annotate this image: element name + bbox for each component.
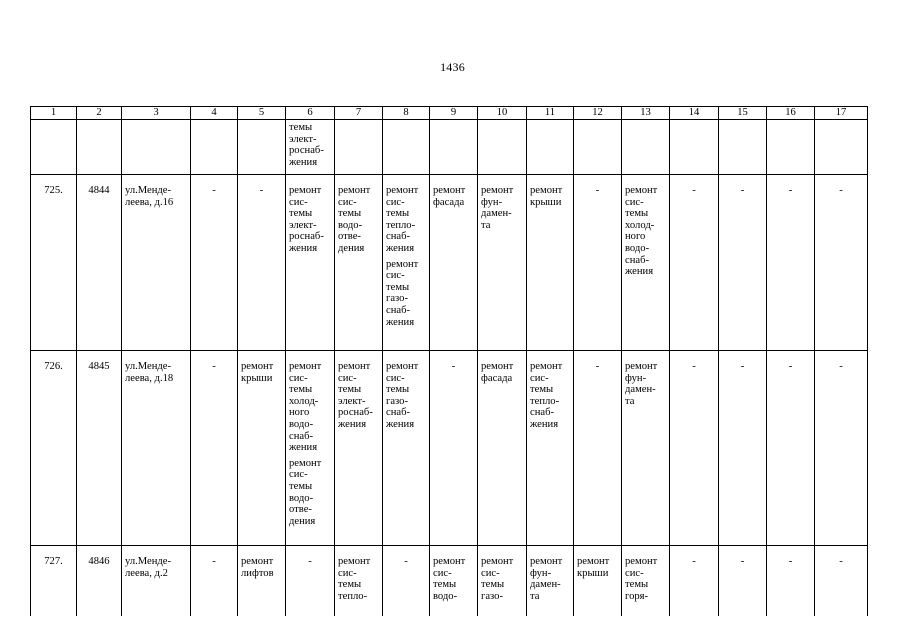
cell-line: холод- [289, 395, 319, 407]
cell-line: лифтов [241, 567, 274, 579]
cell-line: ремонт [289, 185, 322, 196]
cell-line: отве- [289, 504, 312, 516]
cell-line: жения [386, 242, 415, 254]
cell-line: дамен- [530, 579, 561, 591]
cell-line: темы [289, 122, 313, 133]
cell-line: фасада [481, 372, 513, 384]
cell-line: ремонт [625, 556, 658, 567]
work-cell: - [670, 546, 719, 617]
column-number: 6 [286, 107, 335, 120]
cell-line: водо- [433, 590, 458, 602]
cell-line: ремонт [386, 258, 419, 270]
cell-line: снаб- [386, 231, 410, 243]
work-cell: - [767, 351, 815, 546]
work-cell: - [574, 175, 622, 351]
work-cell: - [191, 175, 238, 351]
cell-line: сис- [386, 196, 405, 208]
cell-line: ремонт [530, 361, 563, 372]
cell-line: ремонт [289, 457, 322, 469]
table-row [31, 175, 868, 351]
cell-line: темы [338, 579, 362, 591]
column-number: 3 [122, 107, 191, 120]
cell-line: темы [289, 384, 313, 396]
cell-line: крыши [577, 567, 609, 579]
work-cell: - [670, 351, 719, 546]
repair-schedule-table [30, 106, 868, 616]
cell-line: ремонт [241, 361, 274, 372]
work-cell [478, 175, 527, 351]
cell-line: ремонт [481, 556, 514, 567]
work-cell: - [767, 546, 815, 617]
column-number: 10 [478, 107, 527, 120]
cell-line: крыши [530, 196, 562, 208]
work-cell: - [191, 351, 238, 546]
cell-line: фун- [625, 372, 647, 384]
cell-line: ремонт [338, 556, 371, 567]
cell-line: жения [289, 156, 318, 168]
cell-line: ремонт [289, 361, 322, 372]
cell-line: ремонт [386, 185, 419, 196]
cell-line: снаб- [386, 407, 410, 419]
work-cell: - [719, 351, 767, 546]
row-number: 725. [31, 175, 77, 351]
page-number: 1436 [440, 60, 465, 74]
cell-line: та [625, 395, 635, 407]
cell-line: ремонт [481, 361, 514, 372]
cell-line: элект- [338, 395, 366, 407]
row-number: 727. [31, 546, 77, 617]
cell-line: крыши [241, 372, 273, 384]
work-cell [527, 351, 574, 546]
cell-line: ремонт [625, 361, 658, 372]
object-code: 4845 [77, 351, 122, 546]
cell-line: водо- [338, 219, 363, 231]
work-cell [574, 546, 622, 617]
work-cell [430, 175, 478, 351]
cell-line: темы [386, 281, 410, 293]
cell-line: темы [625, 208, 649, 220]
row-number: 726. [31, 351, 77, 546]
cell-line: холод- [625, 219, 655, 231]
cell-line: ул.Менде- [125, 361, 172, 372]
cell-line: сис- [338, 196, 357, 208]
work-cell: - [719, 175, 767, 351]
column-number: 9 [430, 107, 478, 120]
cell-line: тепло- [338, 590, 368, 602]
cell-line: жения [625, 266, 654, 278]
cell-line: снаб- [625, 254, 649, 266]
cell-line: газо- [386, 293, 408, 305]
cell-line: снаб- [530, 407, 554, 419]
column-number: 7 [335, 107, 383, 120]
cell-line: роснаб- [289, 231, 324, 243]
column-number: 4 [191, 107, 238, 120]
work-cell: - [815, 546, 868, 617]
cell-line: ремонт [338, 361, 371, 372]
cell-line: сис- [481, 567, 500, 579]
address [122, 351, 191, 546]
cell-line: темы [338, 384, 362, 396]
cell-line: водо- [289, 418, 314, 430]
cell-line: ремонт [481, 185, 514, 196]
cell-line: ремонт [625, 185, 658, 196]
cell-line: тепло- [530, 395, 560, 407]
cell-line: темы [386, 384, 410, 396]
cell-line: ного [625, 231, 646, 243]
work-cell [335, 351, 383, 546]
cell-line: та [481, 219, 491, 231]
cell-line: сис- [338, 567, 357, 579]
column-number-row [31, 107, 868, 120]
column-number: 17 [815, 107, 868, 120]
cell-line: сис- [289, 372, 308, 384]
cell-line: леева, д.18 [125, 372, 174, 384]
cell-line: ремонт [433, 556, 466, 567]
cell-line: сис- [289, 196, 308, 208]
work-cell [286, 351, 335, 546]
work-cell: - [574, 351, 622, 546]
work-cell [622, 351, 670, 546]
work-cell [527, 175, 574, 351]
object-code: 4844 [77, 175, 122, 351]
cell-line: темы [433, 579, 457, 591]
column-number: 8 [383, 107, 430, 120]
work-cell: - [430, 351, 478, 546]
cell-line: ремонт [241, 556, 274, 567]
column-number: 1 [31, 107, 77, 120]
cell-line: темы [338, 208, 362, 220]
work-cell: - [238, 175, 286, 351]
work-entry [289, 361, 333, 454]
cell-line: ремонт [433, 185, 466, 196]
address [122, 175, 191, 351]
cell-line: жения [338, 418, 367, 430]
cell-line: тепло- [386, 219, 416, 231]
work-cell: - [286, 546, 335, 617]
cell-line: фасада [433, 196, 465, 208]
work-cell [238, 546, 286, 617]
work-cell [478, 546, 527, 617]
cell-line: ремонт [338, 185, 371, 196]
work-cell [335, 175, 383, 351]
cell-line: жения [386, 316, 415, 328]
cell-line: та [530, 590, 540, 602]
column-number: 12 [574, 107, 622, 120]
work-cell: - [815, 175, 868, 351]
work-cell [622, 175, 670, 351]
cell-line: элект- [289, 133, 317, 145]
column-number: 15 [719, 107, 767, 120]
cell-line: дамен- [481, 208, 512, 220]
cell-line: сис- [338, 372, 357, 384]
cell-line: газо- [481, 590, 503, 602]
cell-line: газо- [386, 395, 408, 407]
column-number: 16 [767, 107, 815, 120]
table-row [31, 351, 868, 546]
cell-line: жения [289, 442, 318, 454]
cell-line: жения [386, 418, 415, 430]
cell-line: снаб- [289, 430, 313, 442]
cell-line: темы [289, 480, 313, 492]
work-cell: - [767, 175, 815, 351]
cell-line: фун- [530, 567, 552, 579]
column-number: 11 [527, 107, 574, 120]
work-cell [286, 175, 335, 351]
work-cell [383, 175, 430, 351]
cell-line: снаб- [386, 304, 410, 316]
object-code: 4846 [77, 546, 122, 617]
cell-line: темы [625, 579, 649, 591]
work-entry [289, 458, 333, 528]
work-cell: - [719, 546, 767, 617]
column-number: 2 [77, 107, 122, 120]
continuation-row [31, 120, 868, 175]
cell-line: сис- [625, 567, 644, 579]
work-cell: - [383, 546, 430, 617]
cell-line: темы [289, 208, 313, 220]
cell-line: ремонт [530, 185, 563, 196]
cell-line: элект- [289, 219, 317, 231]
cell-line: ного [289, 407, 310, 419]
column-number: 14 [670, 107, 719, 120]
cell-line: водо- [625, 242, 650, 254]
cell-line: дения [289, 515, 316, 527]
cell-line: сис- [386, 372, 405, 384]
cell-line: жения [289, 242, 318, 254]
cell-line: жения [530, 418, 559, 430]
table-row [31, 546, 868, 617]
cell-line: горя- [625, 590, 649, 602]
work-cell [622, 546, 670, 617]
cell-line: дамен- [625, 384, 656, 396]
cell-line: темы [530, 384, 554, 396]
cell-line: сис- [625, 196, 644, 208]
cell-line: роснаб- [289, 145, 324, 157]
continuation-cell [286, 120, 335, 175]
work-entry [386, 259, 428, 329]
work-cell [430, 546, 478, 617]
work-entry [386, 185, 428, 255]
work-cell [238, 351, 286, 546]
column-number: 13 [622, 107, 670, 120]
cell-line: ул.Менде- [125, 556, 172, 567]
cell-line: сис- [530, 372, 549, 384]
cell-line: сис- [289, 469, 308, 481]
cell-line: ремонт [577, 556, 610, 567]
cell-line: фун- [481, 196, 503, 208]
work-cell: - [815, 351, 868, 546]
work-cell [335, 546, 383, 617]
cell-line: темы [386, 208, 410, 220]
cell-line: леева, д.16 [125, 196, 174, 208]
cell-line: водо- [289, 492, 314, 504]
work-cell: - [191, 546, 238, 617]
work-cell [527, 546, 574, 617]
cell-line: сис- [433, 567, 452, 579]
cell-line: ремонт [530, 556, 563, 567]
column-number: 5 [238, 107, 286, 120]
address [122, 546, 191, 617]
cell-line: роснаб- [338, 407, 373, 419]
cell-line: ул.Менде- [125, 185, 172, 196]
cell-line: дения [338, 242, 365, 254]
cell-line: темы [481, 579, 505, 591]
work-cell [478, 351, 527, 546]
cell-line: ремонт [386, 361, 419, 372]
work-cell: - [670, 175, 719, 351]
work-cell [383, 351, 430, 546]
cell-line: леева, д.2 [125, 567, 168, 579]
cell-line: сис- [386, 270, 405, 282]
cell-line: отве- [338, 231, 361, 243]
